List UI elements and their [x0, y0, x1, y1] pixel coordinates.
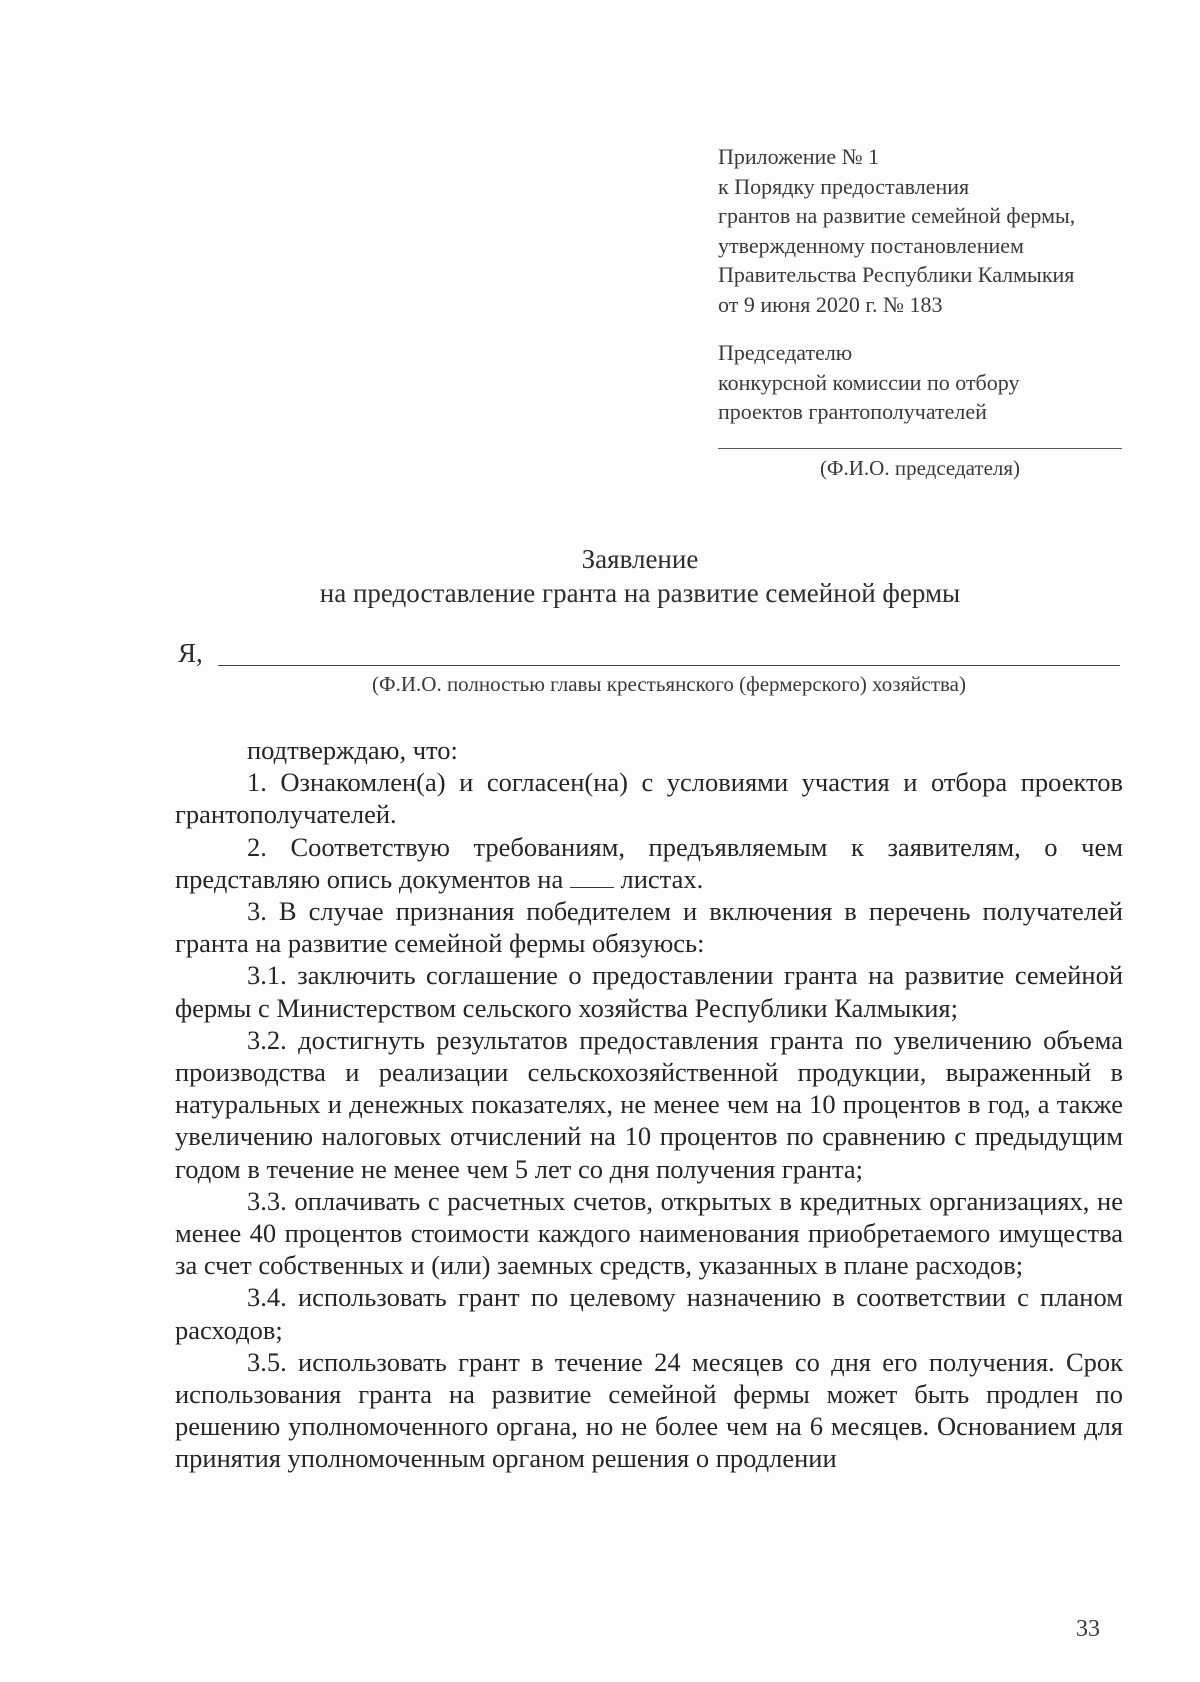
document-title: Заявление: [581, 544, 699, 574]
sheet-count-blank: [570, 865, 614, 888]
paragraph-3-5: 3.5. использовать грант в течение 24 месяцев со дня его получения. Срок использования гранта на развитие семейной фермы может быть продлен по решению уполномоченного органа, но не более чем на 6 месяцев. Основанием для принятия уполномоченным органом решения о продлении: [175, 1346, 1123, 1474]
statement-body: [175, 734, 1123, 1475]
paragraph-2-text-after: листах.: [613, 863, 704, 894]
addressee-line: Председателю: [718, 340, 853, 365]
applicant-prefix: Я,: [178, 638, 203, 668]
applicant-name-line: [218, 665, 1120, 666]
document-subtitle: на предоставление гранта на развитие семейной фермы: [319, 578, 961, 608]
appendix-line: от 9 июня 2020 г. № 183: [718, 291, 943, 317]
paragraph-3-4: 3.4. использовать грант по целевому назначению в соответствии с планом расходов;: [175, 1282, 1123, 1345]
page-number: 33: [1076, 1616, 1100, 1642]
applicant-name-caption: (Ф.И.О. полностью главы крестьянского (фермерского) хозяйства): [372, 672, 966, 696]
appendix-header: [718, 142, 1075, 319]
paragraph-3-1: 3.1. заключить соглашение о предоставлении гранта на развитие семейной фермы с Министерством сельского хозяйства Республики Калмыкия;: [175, 960, 1123, 1023]
paragraph-2: [175, 831, 1123, 895]
appendix-line: Правительства Республики Калмыкия: [718, 262, 1075, 287]
chairman-name-line: [718, 448, 1122, 449]
appendix-line: к Порядку предоставления: [718, 173, 970, 199]
appendix-line: утвержденному постановлением: [718, 232, 1024, 258]
paragraph-3-3: 3.3. оплачивать с расчетных счетов, открытых в кредитных организациях, не менее 40 процентов стоимости каждого наименования приобретаемого имущества за счет собственных и (или) заемных средств, указанных в плане расходов;: [175, 1185, 1123, 1281]
paragraph-3-2: 3.2. достигнуть результатов предоставления гранта по увеличению объема производства и реализации сельскохозяйственной продукции, выраженный в натуральных и денежных показателях, не менее чем на 10 процентов в год, а также увеличению налоговых отчислений на 10 процентов по сравнению с предыдущим годом в течение не менее чем 5 лет со дня получения гранта;: [175, 1024, 1123, 1184]
chairman-name-caption: (Ф.И.О. председателя): [819, 456, 1021, 480]
addressee-block: [718, 338, 1019, 427]
intro-paragraph: подтверждаю, что:: [247, 735, 458, 765]
addressee-line: проектов грантополучателей: [718, 399, 987, 424]
paragraph-1: 1. Ознакомлен(а) и согласен(на) с условиями участия и отбора проектов грантополучателей.: [175, 767, 1123, 830]
appendix-line: грантов на развитие семейной фермы,: [718, 203, 1076, 228]
appendix-line: Приложение № 1: [718, 144, 880, 169]
paragraph-2-text-before: 2. Соответствую требованиям, предъявляемым к заявителям, о чем представляю опись документов на: [175, 831, 1123, 894]
paragraph-3: 3. В случае признания победителем и включения в перечень получателей гранта на развитие семейной фермы обязуюсь:: [175, 896, 1123, 959]
addressee-line: конкурсной комиссии по отбору: [718, 369, 1020, 395]
